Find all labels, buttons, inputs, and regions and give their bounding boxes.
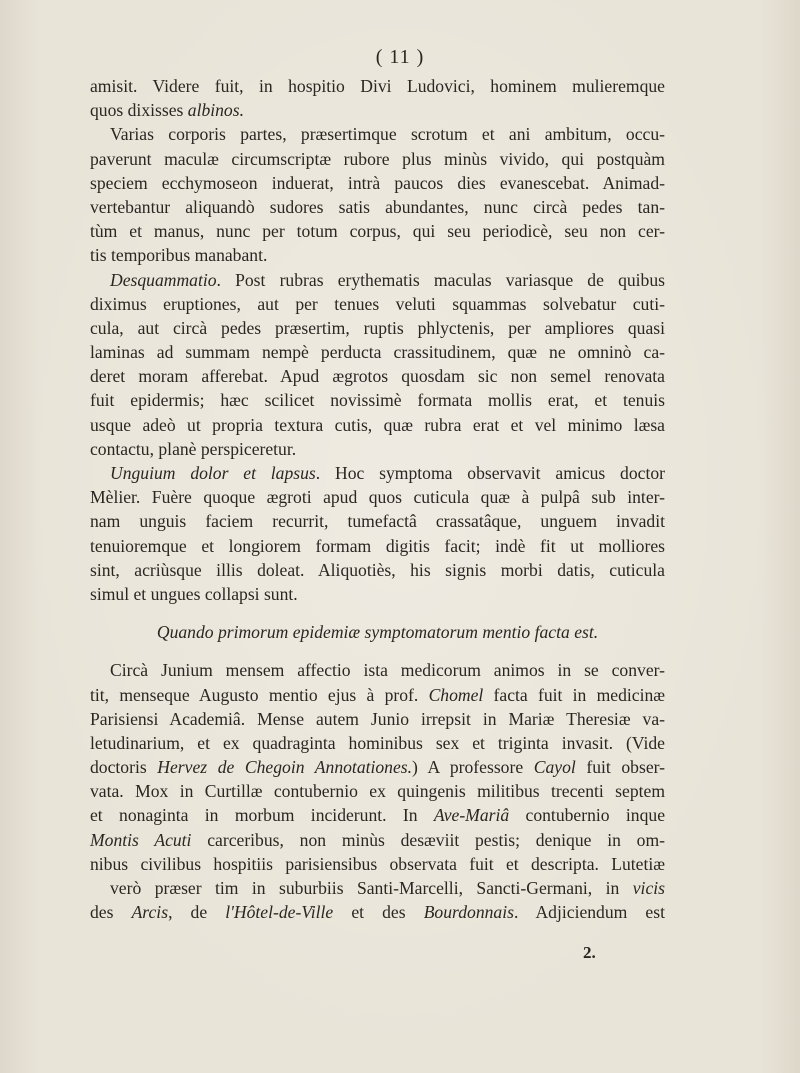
text-segment: usque adeò ut propria textura cutis, quæ rubra erat et vel minimo læsa <box>90 414 665 435</box>
text-segment: tùm et manus, nunc per totum corpus, qui seu periodicè, seu non cer- <box>90 221 665 242</box>
text-segment: carceribus, non minùs desæviit pestis; denique in om- <box>191 829 665 850</box>
text-line <box>90 316 665 340</box>
text-segment: letudinarium, et ex quadraginta hominibus sex et triginta invasit. (Vide <box>90 732 665 753</box>
text-line <box>90 485 665 509</box>
text-line <box>90 74 665 98</box>
text-line <box>90 437 665 461</box>
text-line <box>90 461 665 485</box>
text-line <box>90 658 665 682</box>
italic-text: Unguium dolor et lapsus <box>110 463 316 483</box>
text-line <box>90 413 665 437</box>
text-segment: verò præser tim in suburbiis Santi-Marcelli, Sancti-Germani, in <box>110 878 633 898</box>
text-segment: , de <box>168 902 226 923</box>
text-segment: laminas ad summam nempè perducta crassitudinem, quæ ne omninò ca- <box>90 342 665 363</box>
text-segment: sint, acriùsque illis doleat. Aliquotiès, his signis morbi datis, cuticula <box>90 559 665 580</box>
italic-text: albinos. <box>187 100 244 121</box>
text-segment: contubernio inque <box>509 805 666 826</box>
text-line <box>90 803 665 827</box>
text-segment: des <box>90 902 132 923</box>
text-line <box>90 707 665 731</box>
text-line <box>90 534 665 558</box>
italic-text: Desquammatio <box>110 269 217 290</box>
text-line <box>90 509 665 533</box>
text-line <box>90 219 665 243</box>
text-line <box>90 558 665 582</box>
text-line <box>90 195 665 219</box>
text-segment: cula, aut circà pedes præsertim, ruptis phlyctenis, per ampliores quasi <box>90 317 665 338</box>
text-segment: facta fuit in medicinæ <box>483 684 665 705</box>
text-line <box>90 147 665 171</box>
text-line <box>90 268 665 292</box>
text-line <box>90 900 665 924</box>
text-segment: Circà Junium mensem affectio ista medicorum animos in se conver- <box>110 660 665 681</box>
text-segment: Parisiensi Academiâ. Mense autem Junio irrepsit in Mariæ Theresiæ va- <box>90 708 665 729</box>
text-line <box>90 292 665 316</box>
text-segment: . Post rubras erythematis maculas variasque de quibus <box>216 269 665 290</box>
text-segment: nam unguis faciem recurrit, tumefactâ crassatâque, unguem invadit <box>90 511 665 532</box>
italic-text: Arcis <box>131 902 169 923</box>
italic-text: Bourdonnais <box>423 902 514 923</box>
text-segment: tis temporibus manabant. <box>90 245 268 266</box>
text-segment: fuit epidermis; hæc scilicet novissimè formata mollis erat, et tenuis <box>90 390 665 411</box>
text-segment: tit, menseque Augusto mentio ejus à prof. <box>90 684 429 705</box>
text-segment: speciem ecchymoseon induerat, intrà paucos dies evanescebat. Animad- <box>90 172 665 193</box>
text-line <box>90 340 665 364</box>
text-segment: ) A professore <box>412 757 534 778</box>
text-segment: . Adjiciendum est <box>513 902 665 923</box>
italic-text: Quando primorum epidemiæ symptomatorum mentio facta est. <box>156 622 599 643</box>
text-segment: deret moram afferebat. Apud ægrotos quosdam sic non semel renovata <box>90 366 665 387</box>
text-segment: quos dixisses <box>90 100 188 121</box>
text-line <box>90 852 665 876</box>
text-line <box>90 171 665 195</box>
italic-text: vicis <box>632 878 665 898</box>
text-segment: contactu, planè perspiceretur. <box>90 438 297 459</box>
text-segment: . Hoc symptoma observavit amicus doctor <box>315 463 666 483</box>
text-segment: doctoris <box>90 757 158 778</box>
text-line <box>90 364 665 388</box>
text-segment: vertebantur aliquandò sudores satis abundantes, nunc circà pedes tan- <box>90 196 665 217</box>
section-heading <box>90 620 665 644</box>
text-line <box>90 779 665 803</box>
text-line <box>90 876 665 900</box>
italic-text: Montis Acuti <box>90 829 192 850</box>
page-number: ( 11 ) <box>375 46 425 68</box>
text-segment: diximus eruptiones, aut per tenues veluti squammas solvebatur cuti- <box>90 293 665 314</box>
text-segment: tenuioremque et longiorem formam digitis facit; indè fit ut molliores <box>90 535 665 556</box>
body-text <box>90 74 665 924</box>
text-segment: Varias corporis partes, præsertimque scrotum et ani ambitum, occu- <box>110 124 665 145</box>
text-segment: amisit. Videre fuit, in hospitio Divi Ludovici, hominem mulieremque <box>90 76 665 96</box>
text-line <box>90 98 665 122</box>
text-line <box>90 828 665 852</box>
text-segment: et nonaginta in morbum inciderunt. In <box>90 805 434 826</box>
text-segment: nibus civilibus hospitiis parisiensibus observata fuit et descripta. Lutetiæ <box>90 853 665 874</box>
text-segment: Mèlier. Fuère quoque ægroti apud quos cuticula quæ à pulpâ sub inter- <box>90 487 665 508</box>
text-line <box>90 122 665 146</box>
text-line <box>90 243 665 267</box>
text-line <box>90 731 665 755</box>
text-segment: et des <box>333 902 424 923</box>
italic-text: l'Hôtel-de-Ville <box>225 902 334 923</box>
text-segment: simul et ungues collapsi sunt. <box>90 583 298 604</box>
text-line <box>90 755 665 779</box>
signature-mark: 2. <box>583 943 596 962</box>
text-segment: fuit obser- <box>575 757 665 778</box>
italic-text: Chomel <box>428 684 484 705</box>
italic-text: Ave-Mariâ <box>433 805 510 826</box>
text-line <box>90 683 665 707</box>
text-line <box>90 582 665 606</box>
text-segment: vata. Mox in Curtillæ contubernio ex quingenis militibus trecenti septem <box>90 781 665 802</box>
italic-text: Cayol <box>533 757 576 778</box>
text-segment: paverunt maculæ circumscriptæ rubore plus minùs vivido, qui postquàm <box>90 148 665 169</box>
italic-text: Hervez de Chegoin Annotationes. <box>157 757 413 778</box>
text-line <box>90 388 665 412</box>
